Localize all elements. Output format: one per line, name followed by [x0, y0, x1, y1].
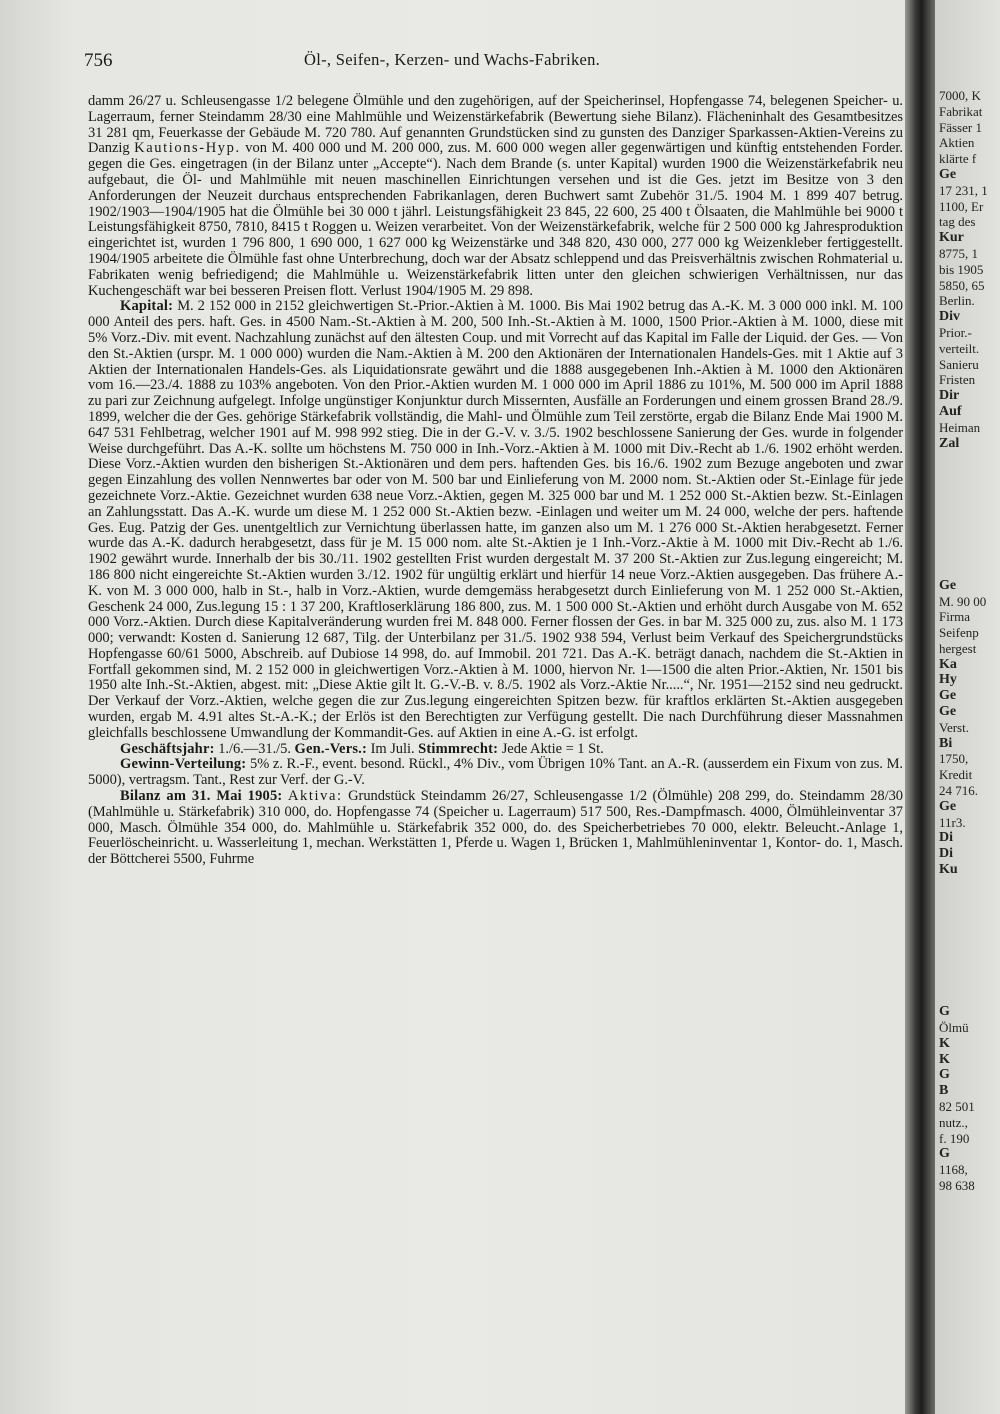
- adjacent-page-line: [939, 957, 1000, 973]
- section-label: Gen.-Vers.:: [294, 740, 368, 757]
- adjacent-page-line: 17 231, 1: [939, 182, 988, 198]
- adjacent-page-line: K: [939, 1051, 950, 1067]
- adjacent-page-line: bis 1905: [939, 261, 984, 277]
- adjacent-page-line: Hy: [939, 672, 957, 688]
- adjacent-page-line: G: [939, 1004, 950, 1020]
- adjacent-page-line: [939, 530, 1000, 546]
- adjacent-page-line: 11r3.: [939, 814, 966, 830]
- adjacent-page-line: Di: [939, 846, 953, 862]
- adjacent-page-line: Ku: [939, 862, 958, 878]
- adjacent-page-line: Verst.: [939, 719, 969, 735]
- adjacent-page-line: Auf: [939, 403, 962, 419]
- paragraph-text: M. 2 152 000 in 2152 gleichwertigen St.-Prior.-Aktien à M. 1000. Bis Mai 1902 betrug das A.-K. M. 3 000 000 inkl. M. 100 000 Anteil des pers. haft. Ges. in 4500 Nam.-St.-Aktien à M. 200, 500 Inh.-St.-Aktien à M. 1000, 1500 Prior.-Aktien à M. 1000, diese mit 5% Vorz.-Div. mit event. Nachzahlung zunächst auf den ältesten Coup. und mit Vorrecht auf das Kapital im Falle der Liquid. der Ges. — Von den St.-Aktien (urspr. M. 1 000 000) wurden die Nam.-Aktien à M. 200 den Aktionären der Internationalen Handels-Ges. mit 1 Aktie auf 3 Aktien der Internationalen Handels-Ges. als Liquidationsrate gewährt und die 1888 ausgegebenen Inh.-Aktien à M. 1000 den Aktionären vom 16.—23./4. 1888 zu 103% angeboten. Von den Prior.-Aktien wurden M. 1 000 000 im April 1886 zu 101%, M. 500 000 im April 1888 zu pari zur Zeichnung aufgelegt. Infolge ungünstiger Konjunktur durch Missernten, Ausfälle an Forderungen und einem grossen Brand 28./9. 1899, welcher die der Ges. gehörige Stärkefabrik vollständig, die Mahl- und Ölmühle zum Teil zerstörte, ergab die Bilanz Ende Mai 1900 M. 647 531 Fehlbetrag, welcher 1901 auf M. 998 992 stieg. Die in der G.-V. v. 3./5. 1902 beschlossene Sanierung der Ges. wurde in folgender Weise durchgeführt. Das A.-K. sollte um höchstens M. 750 000 in Inh.-Vorz.-Aktien à M. 1000 mit Div.-Recht ab 1./6. 1902 erhöht werden. Diese Vorz.-Aktien wurden den bisherigen St.-Aktionären und dem pers. haftenden Ges. bis 16./6. 1902 zum Bezuge angeboten und zwar gegen Einzahlung des vollen Nennwertes bar oder von M. 500 bar und Einlieferung von M. 2000 nom. St.-Aktien oder St.-Einlage für jede gezeichnete Vorz.-Aktie. Gezeichnet wurden 638 neue Vorz.-Aktien, gegen M. 325 000 bar und M. 1 252 000 St.-Aktien bezw. St.-Einlagen an Zahlungsstatt. Das A.-K. wurde um diese M. 1 252 000 St.-Aktien bezw. -Einlagen und weiter um M. 24 000, welche der pers. haftende Ges. Eug. Patzig der Ges. unentgeltlich zur Vernichtung überlassen hatte, im ganzen also um M. 1 276 000 St.-Aktien herabgesetzt. Ferner wurde das A.-K. dadurch herabgesetzt, dass für je M. 15 000 nom. alte St.-Aktien je 1 Inh.-Vorz.-Aktie à M. 1000 mit Div.-Recht ab 1./6. 1902 gewährt wurde. Innerhalb der bis 30./11. 1902 gestellten Frist wurden dergestalt M. 37 200 St.-Aktien zur Zus.legung eingereicht; M. 186 800 nicht eingereichte St.-Aktien wurden 3./12. 1902 für ungültig erklärt und hierfür 14 neue Vorz.-Aktien ausgegeben. Das frühere A.-K. von M. 3 000 000, halb in St.-, halb in Vorz.-Aktien, wurde demgemäss herabgesetzt durch Einlieferung von M. 1 252 000 St.-Aktien, Geschenk 24 000, Zus.legung 15 : 1 37 200, Kraftloserklärung 186 800, zus. M. 1 500 000 St.-Aktien und erhöht durch Ausgabe von M. 652 000 Vorz.-Aktien. Durch diese Kapitalveränderung wurden frei M. 848 000. Ferner flossen der Ges. in bar M. 325 000 zu, zus. also M. 1 173 000; verwandt: Kosten d. Sanierung 12 687, Tilg. der Unterbilanz per 31./5. 1902 938 594, Verlust beim Verkauf des Speichergrundstücks Hopfengasse 60/61 5000, Abschreib. auf Dubiose 14 998, do. auf Immobil. 201 721. Das A.-K. beträgt danach, nachdem die St.-Aktien in Fortfall gekommen sind, M. 2 152 000 in gleichwertigen Vorz.-Aktien à M. 1000, hiervon Nr. 1—1500 die alten Prior.-Aktien, Nr. 1501 bis 1950 alte Inh.-St.-Aktien, abgest. mit: „Diese Aktie gilt lt. G.-V.-B. v. 8./5. 1902 als Vorz.-Aktie Nr.....“, Nr. 1951—2152 sind neu gedruckt. Der Verkauf der Vorz.-Aktien, welche gegen die zur Zus.legung eingereichten Spitzen bezw. für kraftlos erklärten St.-Aktien ausgegeben wurden, ergab M. 4.91 altes St.-A.-K.; der Erlös ist den Berechtigten zur Verfügung gestellt. Die nach Durchführung dieser Massnahmen gleichfalls beschlossene Umwandlung der Kommandit-Ges. auf Aktien in eine A.-G. ist erfolgt.: [88, 298, 903, 741]
- paragraph: [88, 299, 903, 741]
- adjacent-page-line: [939, 562, 1000, 578]
- paragraph-text: Aktiva:: [287, 788, 343, 805]
- adjacent-page-line: klärte f: [939, 151, 977, 167]
- adjacent-page-line: Fässer 1: [939, 119, 982, 135]
- adjacent-page-line: [939, 515, 1000, 531]
- adjacent-page-line: 7000, K: [939, 88, 981, 103]
- paragraph-text: Im Juli.: [367, 740, 419, 757]
- section-label: Gewinn-Verteilung:: [120, 756, 247, 773]
- adjacent-page-line: [939, 894, 1000, 910]
- adjacent-page-line: Aktien: [939, 135, 975, 151]
- book-gutter: [905, 0, 935, 1414]
- adjacent-page-line: tag des: [939, 214, 976, 230]
- section-label: Bilanz am 31. Mai 1905:: [120, 788, 283, 805]
- adjacent-page-line: [939, 925, 1000, 941]
- adjacent-page-text: [939, 88, 1000, 1194]
- adjacent-page-line: [939, 451, 1000, 467]
- adjacent-page-line: Firma: [939, 609, 971, 625]
- adjacent-page-line: Ge: [939, 577, 957, 593]
- adjacent-page-line: B: [939, 1083, 949, 1099]
- adjacent-page-line: Ka: [939, 656, 957, 672]
- adjacent-page-line: 82 501: [939, 1099, 975, 1114]
- adjacent-page-line: Ge: [939, 166, 957, 182]
- paragraph: [88, 94, 903, 299]
- adjacent-page-line: nutz.,: [939, 1114, 968, 1130]
- adjacent-page-line: [939, 467, 1000, 483]
- adjacent-page-strip: [935, 0, 1000, 1414]
- adjacent-page-line: Ge: [939, 688, 957, 704]
- running-title: Öl-, Seifen-, Kerzen- und Wachs-Fabriken.: [304, 50, 601, 69]
- adjacent-page-line: Berlin.: [939, 293, 975, 309]
- adjacent-page-line: Ölmü: [939, 1020, 969, 1036]
- paragraph-text: Grundstück Steindamm 26/27, Schleusengasse 1/2 (Ölmühle) 208 299, do. Steindamm 28/30 (Mahlmühle u. Stärkefabrik) 310 000, do. Hopfengasse 74 (Speicher u. Lagerraum) 517 500, Res.-Dampfmasch. 4000, Ölmühleinventar 37 000, Masch. Ölmühle 354 000, do. Mahlmühle u. Stärkefabrik 352 000, do. des Speicherbetriebes 70 000, elektr. Beleucht.-Anlage 1, Feuerlöscheinricht. u. Wasserleitung 1, mechan. Werkstätten 1, Pferde u. Wagen 1, Brücken 1, Mahlmühleninventar 1, Kontor- do. 1, Masch. der Böttcherei 5500, Fuhrme: [88, 788, 903, 868]
- adjacent-page-line: G: [939, 1146, 950, 1162]
- adjacent-page-line: 5850, 65: [939, 277, 985, 293]
- adjacent-page-line: Fristen: [939, 372, 976, 388]
- paragraph-text: 5% z. R.-F., event. besond. Rückl., 4% Div., vom Übrigen 10% Tant. an A.-R. (ausserdem ein Fixum von zus. M. 5000), vertragsm. Tant., Rest zur Verf. der G.-V.: [88, 756, 903, 789]
- adjacent-page-line: [939, 878, 1000, 894]
- adjacent-page-line: Kredit: [939, 767, 973, 783]
- adjacent-page-line: hergest: [939, 640, 977, 656]
- body-text: [88, 94, 903, 868]
- adjacent-page-line: 1168,: [939, 1162, 968, 1178]
- adjacent-page-line: M. 90 00: [939, 593, 987, 609]
- adjacent-page-line: Dir: [939, 388, 960, 404]
- adjacent-page-line: [939, 483, 1000, 499]
- section-label: Stimmrecht:: [418, 740, 499, 757]
- section-label: Kapital:: [120, 298, 174, 315]
- adjacent-page-line: [939, 988, 1000, 1004]
- adjacent-page-line: Heiman: [939, 419, 981, 435]
- paragraph: [88, 757, 903, 789]
- adjacent-page-line: Fabrikat: [939, 103, 983, 119]
- adjacent-page-line: 8775, 1: [939, 245, 978, 261]
- adjacent-page-line: G: [939, 1067, 950, 1083]
- paragraph-text: von M. 400 000 und M. 200 000, zus. M. 600 000 wegen aller gegenwärtigen und künftig entstehenden Forder. gegen die Ges. eingetragen (in der Bilanz unter „Accepte“). Nach dem Brande (s. unter Kapital) wurden 1900 die Weizenstärkefabrik neu aufgebaut, die Öl- und Mahlmühle mit neuen maschinellen Einrichtungen versehen und ist die Ges. jetzt im Besitze von 3 den Anforderungen der Neuzeit durchaus entsprechenden Fabrikanlagen, deren Buchwert samt Zubehör 31./5. 1904 M. 1 899 407 betrug. 1902/1903—1904/1905 hat die Ölmühle bei 30 000 t jährl. Leistungsfähigkeit 23 845, 22 600, 25 400 t Ölsaaten, die Mahlmühle bei 9000 t Leistungsfähigkeit 8750, 7810, 8415 t Roggen u. Weizen verarbeitet. Von der Weizenstärkefabrik, welche für 2 500 000 kg Jahresproduktion eingerichtet ist, wurden 1 796 800, 1 690 000, 1 627 000 kg Weizenstärke und 348 820, 430 000, 277 000 kg Weizenkleber fertiggestellt. 1904/1905 arbeitete die Ölmühle fast ohne Unterbrechung, doch war der Absatz schleppend und das Preisverhältnis zwischen Rohmaterial u. Fabrikaten wenig befriedigend; die Mahlmühle u. Weizenstärkefabrik litten unter den gleichen schwierigen Verhältnissen, nur das Kuchengeschäft war bei besseren Preisen flott. Verlust 1904/1905 M. 29 898.: [88, 140, 903, 299]
- adjacent-page-line: Ge: [939, 798, 957, 814]
- paragraph-text: Kautions-Hyp.: [134, 140, 241, 157]
- paragraph: [88, 789, 903, 868]
- adjacent-page-line: [939, 973, 1000, 989]
- adjacent-page-line: Ge: [939, 704, 957, 720]
- adjacent-page-line: Di: [939, 830, 953, 846]
- adjacent-page-line: [939, 499, 1000, 515]
- adjacent-page-line: [939, 546, 1000, 562]
- adjacent-page-line: Div: [939, 309, 960, 325]
- page-header: [84, 50, 904, 76]
- adjacent-page-line: 1750,: [939, 751, 969, 767]
- adjacent-page-line: f. 190: [939, 1130, 970, 1146]
- adjacent-page-line: Kur: [939, 230, 964, 246]
- adjacent-page-line: 1100, Er: [939, 198, 984, 214]
- adjacent-page-line: [939, 941, 1000, 957]
- adjacent-page-line: 24 716.: [939, 783, 978, 799]
- adjacent-page-line: 98 638: [939, 1177, 975, 1193]
- adjacent-page-line: Seifenp: [939, 625, 979, 641]
- adjacent-page-line: [939, 909, 1000, 925]
- adjacent-page-line: Prior.-: [939, 324, 972, 340]
- adjacent-page-line: K: [939, 1035, 950, 1051]
- paragraph-text: damm 26/27 u. Schleusengasse 1/2 belegene Ölmühle und den zugehörigen, auf der Speicherinsel, Hopfengasse 74, belegenen Speicher- u. Lagerraum, ferner Steindamm 28/30 eine Mahlmühle und Weizenstärkefabrik (Bewertung siehe Bilanz). Flächeninhalt des Gesamtbesitzes 31 281 qm, Feuerkasse der Gebäude M. 720 780. Auf genannten Grundstücken sind zu gunsten des Danziger Sparkassen-Aktien-Vereins zu Danzig: [88, 93, 903, 157]
- section-label: Geschäftsjahr:: [120, 740, 215, 757]
- adjacent-page-line: Sanieru: [939, 356, 979, 372]
- paragraph-text: Jede Aktie = 1 St.: [498, 740, 604, 757]
- page-number: 756: [84, 50, 113, 71]
- adjacent-page-line: Bi: [939, 735, 953, 751]
- adjacent-page-line: verteilt.: [939, 340, 980, 356]
- paragraph-text: 1./6.—31./5.: [214, 740, 295, 757]
- adjacent-page-line: Zal: [939, 435, 960, 451]
